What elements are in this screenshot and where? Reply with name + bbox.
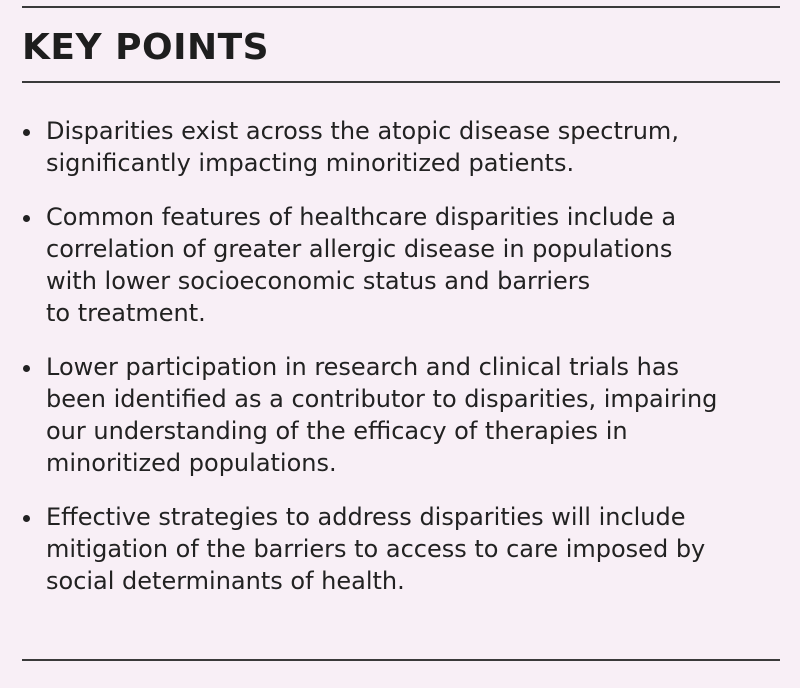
key-point-4-line-3: social determinants of health. xyxy=(46,567,405,595)
key-point-1-line-2: significantly impacting minoritized patients. xyxy=(46,149,575,177)
key-points-box xyxy=(22,0,780,688)
key-point-1-line-1: Disparities exist across the atopic disease spectrum, xyxy=(46,117,679,145)
key-points-list xyxy=(22,115,780,619)
key-point-2 xyxy=(22,201,780,329)
heading-rule xyxy=(22,81,780,83)
bottom-rule xyxy=(22,659,780,661)
key-point-2-line-1: Common features of healthcare disparities include a xyxy=(46,203,677,231)
bullet-icon xyxy=(23,215,30,222)
key-point-3-line-4: minoritized populations. xyxy=(46,449,337,477)
key-point-2-line-2: correlation of greater allergic disease in populations xyxy=(46,235,673,263)
key-point-4 xyxy=(22,501,780,597)
key-point-2-line-4: to treatment. xyxy=(46,299,206,327)
key-point-3-line-1: Lower participation in research and clinical trials has xyxy=(46,353,680,381)
bullet-icon xyxy=(23,129,30,136)
key-point-4-line-2: mitigation of the barriers to access to care imposed by xyxy=(46,535,706,563)
key-point-3 xyxy=(22,351,780,479)
key-point-3-line-2: been identified as a contributor to disparities, impairing xyxy=(46,385,718,413)
key-point-3-line-3: our understanding of the efficacy of therapies in xyxy=(46,417,628,445)
key-point-1 xyxy=(22,115,780,179)
bullet-icon xyxy=(23,515,30,522)
key-point-2-line-3: with lower socioeconomic status and barriers xyxy=(46,267,591,295)
bullet-icon xyxy=(23,365,30,372)
key-points-heading: KEY POINTS xyxy=(22,27,270,68)
key-point-4-line-1: Effective strategies to address disparities will include xyxy=(46,503,686,531)
top-rule xyxy=(22,6,780,8)
